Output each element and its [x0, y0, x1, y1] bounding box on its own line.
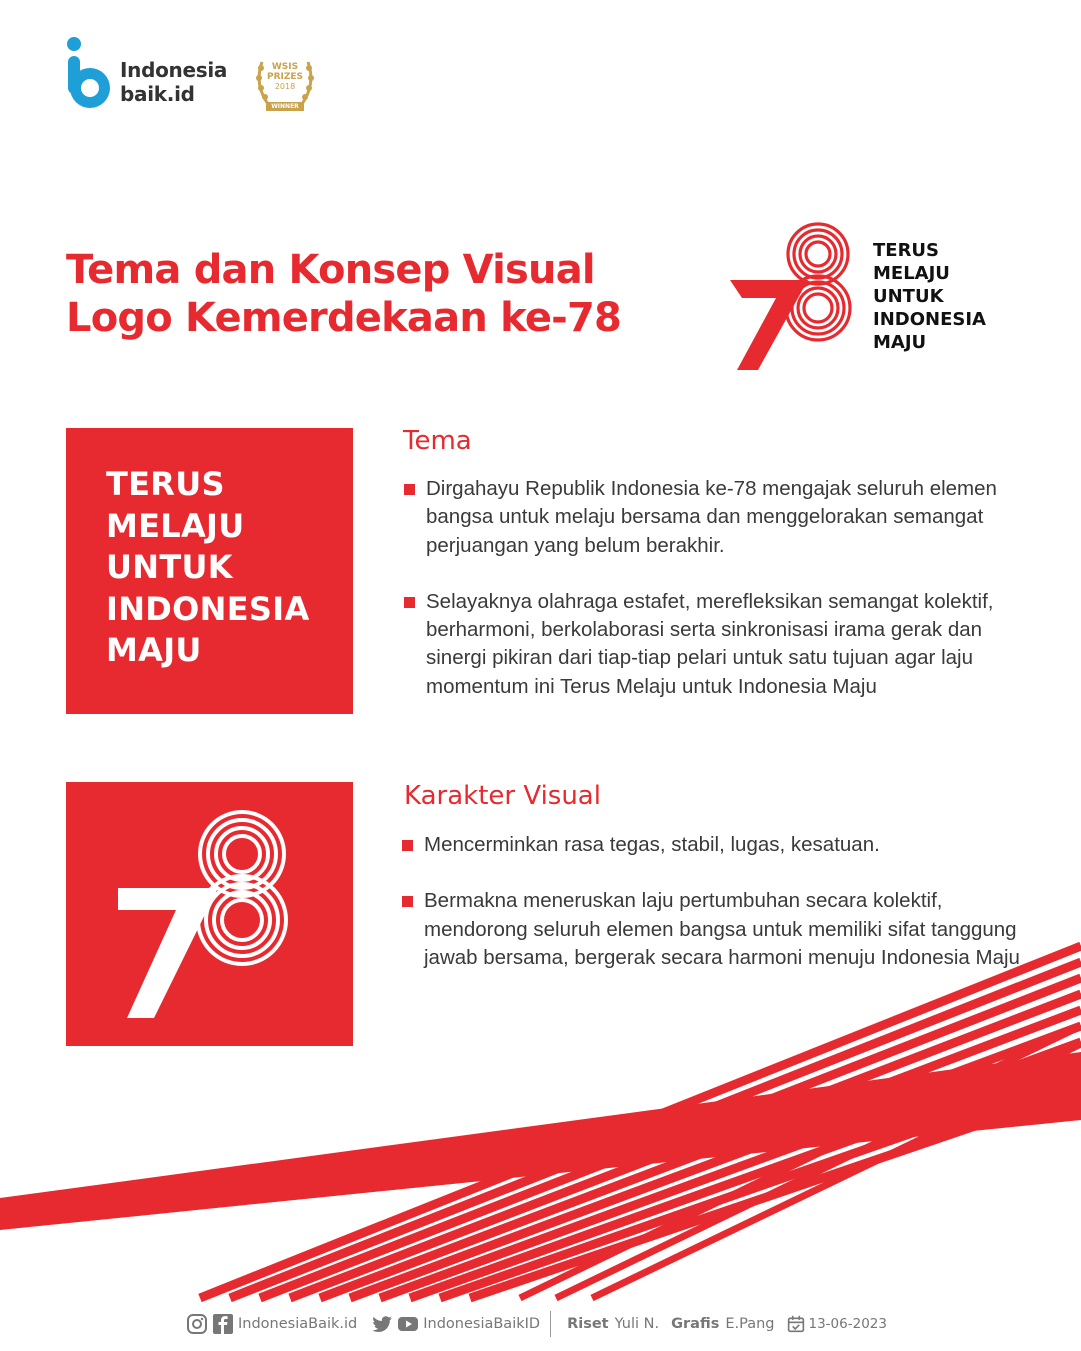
list-item-text: Dirgahayu Republik Indonesia ke-78 mengajak seluruh elemen bangsa untuk melaju bersama dan menggelorakan semangat perjuangan yang belum berakhir. — [426, 477, 997, 557]
theme-box-line: MELAJU — [106, 506, 245, 545]
list-item — [404, 588, 1024, 701]
award-line1: WSIS — [271, 62, 299, 72]
research-label: Riset — [567, 1316, 609, 1332]
theme-box-line: UNTUK — [106, 548, 233, 586]
award-ribbon: WINNER — [266, 102, 304, 111]
page-title — [66, 246, 706, 342]
visual-heading: Karakter Visual — [404, 781, 601, 811]
logo-78-icon — [730, 218, 860, 374]
footer-handle-1[interactable]: IndonesiaBaik.id — [238, 1316, 358, 1332]
theme-box-line: TERUS — [106, 465, 225, 503]
award-line2: PRIZES — [266, 72, 304, 82]
theme-heading: Tema — [403, 426, 472, 456]
list-item — [402, 831, 1022, 859]
list-item-text: Bermakna meneruskan laju pertumbuhan secara kolektif, mendorong seluruh elemen bangsa untuk memiliki sifat tanggung jawab bersama, bergerak secara harmoni menuju Indonesia Maju — [424, 889, 1020, 969]
footer-divider — [550, 1311, 551, 1337]
brand-name-line1: Indonesia — [120, 58, 228, 82]
list-item-text: Mencerminkan rasa tegas, stabil, lugas, kesatuan. — [424, 833, 880, 856]
top-logo-slogan — [873, 239, 986, 354]
wsis-award-badge — [252, 54, 318, 116]
bullet-square-icon — [404, 484, 415, 495]
bullet-square-icon — [402, 840, 413, 851]
graphic-name: E.Pang — [725, 1316, 775, 1332]
calendar-icon — [787, 1315, 805, 1333]
top-logo-line: UNTUK — [873, 286, 944, 307]
top-logo-line: MELAJU — [873, 263, 950, 284]
bullet-square-icon — [404, 597, 415, 608]
footer — [186, 1310, 906, 1338]
theme-box-line: MAJU — [106, 631, 202, 669]
brand-name-line2: baik.id — [120, 82, 195, 106]
footer-handle-2[interactable]: IndonesiaBaikID — [423, 1316, 541, 1332]
list-item — [404, 475, 1024, 560]
top-logo-line: MAJU — [873, 332, 927, 353]
research-name: Yuli N. — [614, 1316, 660, 1332]
instagram-icon[interactable] — [186, 1313, 208, 1335]
decorative-stripes — [0, 930, 1081, 1310]
theme-box — [66, 428, 353, 714]
brand-name — [120, 58, 227, 106]
graphic-label: Grafis — [671, 1316, 720, 1332]
top-logo-line: INDONESIA — [873, 309, 986, 330]
title-line1: Tema dan Konsep Visual — [66, 247, 595, 293]
theme-list — [404, 475, 1024, 729]
top-logo-line: TERUS — [873, 240, 940, 261]
footer-date: 13-06-2023 — [808, 1316, 887, 1332]
theme-box-slogan — [106, 464, 310, 672]
theme-box-line: INDONESIA — [106, 589, 310, 628]
award-year: 2018 — [274, 82, 296, 91]
title-line2: Logo Kemerdekaan ke-78 — [66, 295, 622, 341]
facebook-icon[interactable] — [212, 1313, 234, 1335]
bullet-square-icon — [402, 896, 413, 907]
twitter-icon[interactable] — [371, 1313, 393, 1335]
list-item-text: Selayaknya olahraga estafet, merefleksikan semangat kolektif, berharmoni, berkolaborasi serta sinkronisasi irama gerak dan sinergi pikiran dari tiap-tiap pelari untuk satu tujuan agar laju momentum ini Terus Melaju untuk Indonesia Maju — [426, 589, 994, 698]
brand-logo — [66, 36, 336, 116]
youtube-icon[interactable] — [397, 1313, 419, 1335]
indonesiabaik-logo-icon — [66, 36, 118, 114]
